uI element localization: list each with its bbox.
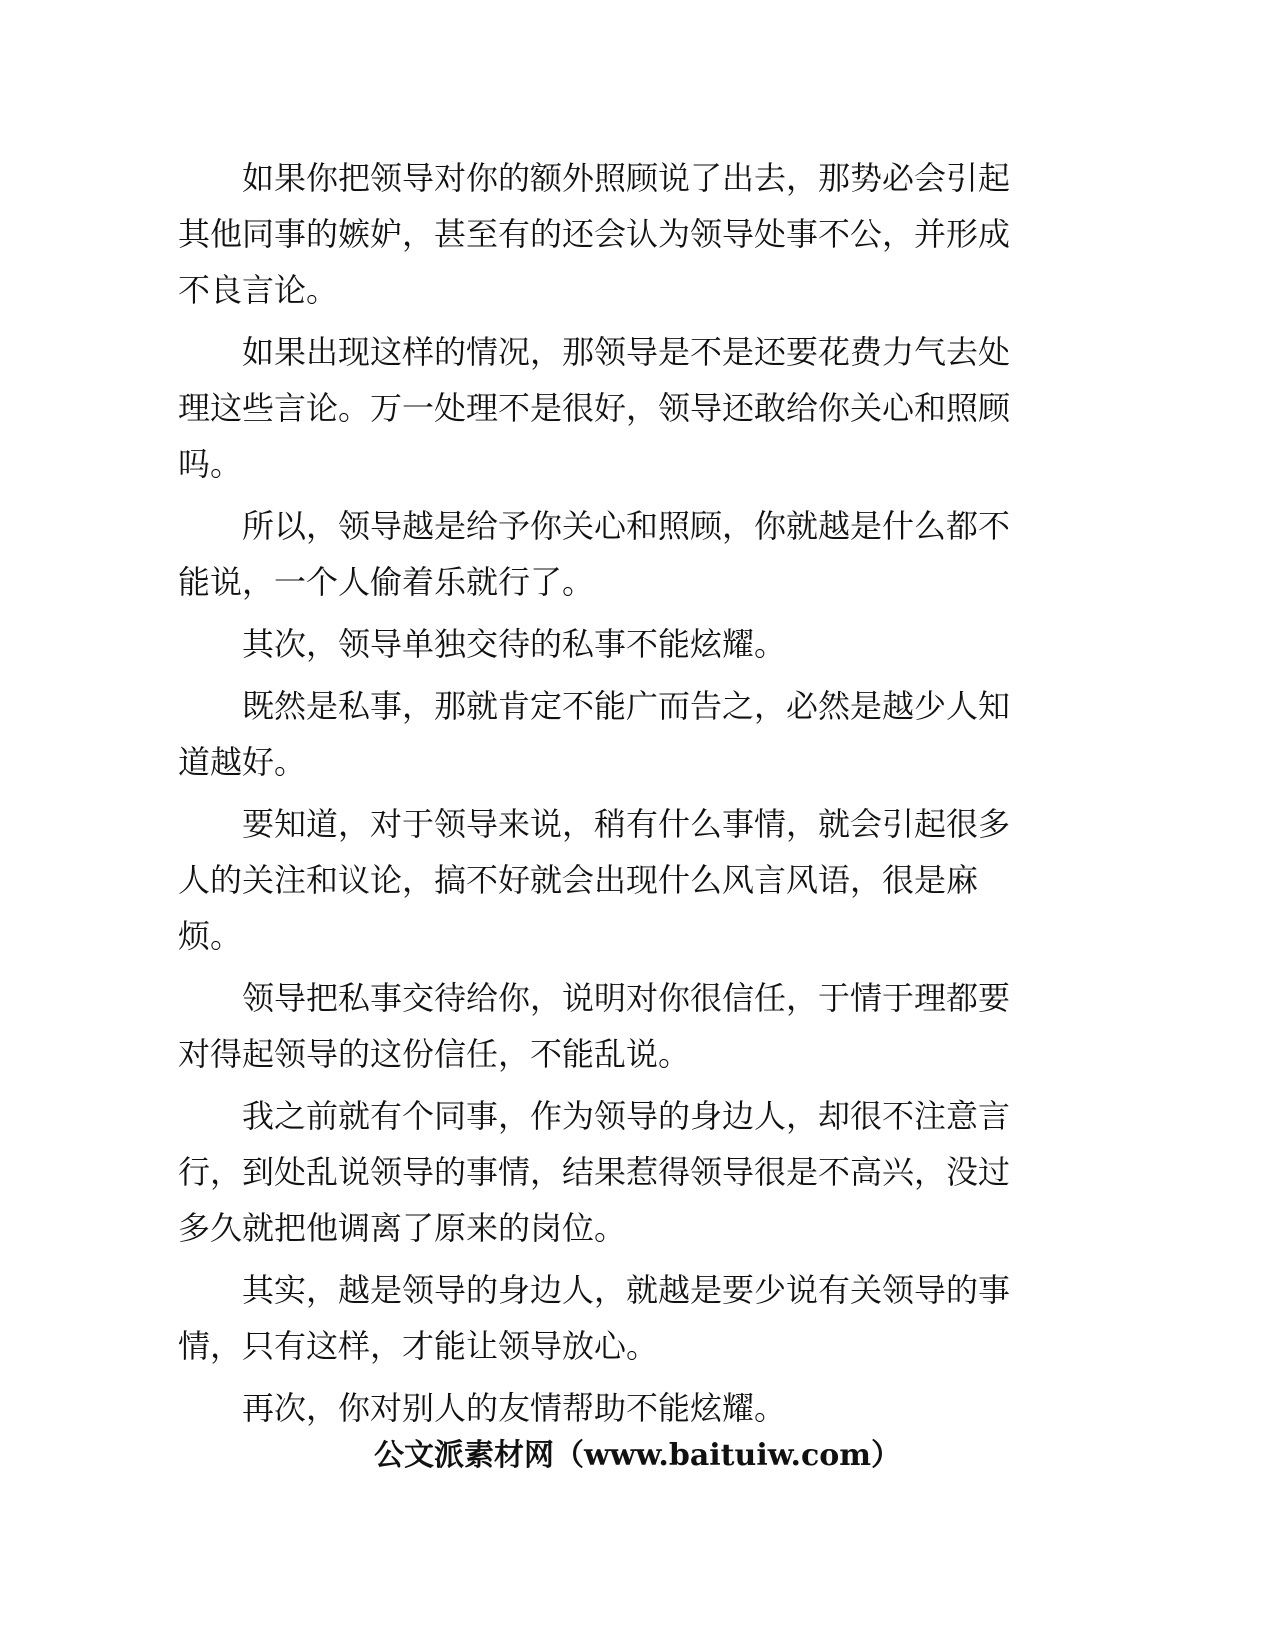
paragraph: 其实，越是领导的身边人，就越是要少说有关领导的事情，只有这样，才能让领导放心。 bbox=[178, 1271, 1011, 1365]
paragraph: 我之前就有个同事，作为领导的身边人，却很不注意言行，到处乱说领导的事情，结果惹得领导很是不高兴，没过多久就把他调离了原来的岗位。 bbox=[178, 1097, 1011, 1247]
paragraph: 再次，你对别人的友情帮助不能炫耀。 bbox=[242, 1389, 787, 1427]
document-body bbox=[178, 150, 1038, 1442]
paragraph: 领导把私事交待给你，说明对你很信任，于情于理都要对得起领导的这份信任，不能乱说。 bbox=[178, 979, 1011, 1073]
paragraph: 既然是私事，那就肯定不能广而告之，必然是越少人知道越好。 bbox=[178, 687, 1011, 781]
source-footer: 公文派素材网（www.baituiw.com） bbox=[373, 1438, 902, 1473]
paragraph: 所以，领导越是给予你关心和照顾，你就越是什么都不能说，一个人偷着乐就行了。 bbox=[178, 507, 1011, 601]
paragraph: 如果你把领导对你的额外照顾说了出去，那势必会引起其他同事的嫉妒，甚至有的还会认为领导处事不公，并形成不良言论。 bbox=[178, 159, 1011, 309]
paragraph: 如果出现这样的情况，那领导是不是还要花费力气去处理这些言论。万一处理不是很好，领导还敢给你关心和照顾吗。 bbox=[178, 333, 1011, 483]
paragraph: 要知道，对于领导来说，稍有什么事情，就会引起很多人的关注和议论，搞不好就会出现什么风言风语，很是麻烦。 bbox=[178, 805, 1011, 955]
paragraph: 其次，领导单独交待的私事不能炫耀。 bbox=[242, 625, 787, 663]
